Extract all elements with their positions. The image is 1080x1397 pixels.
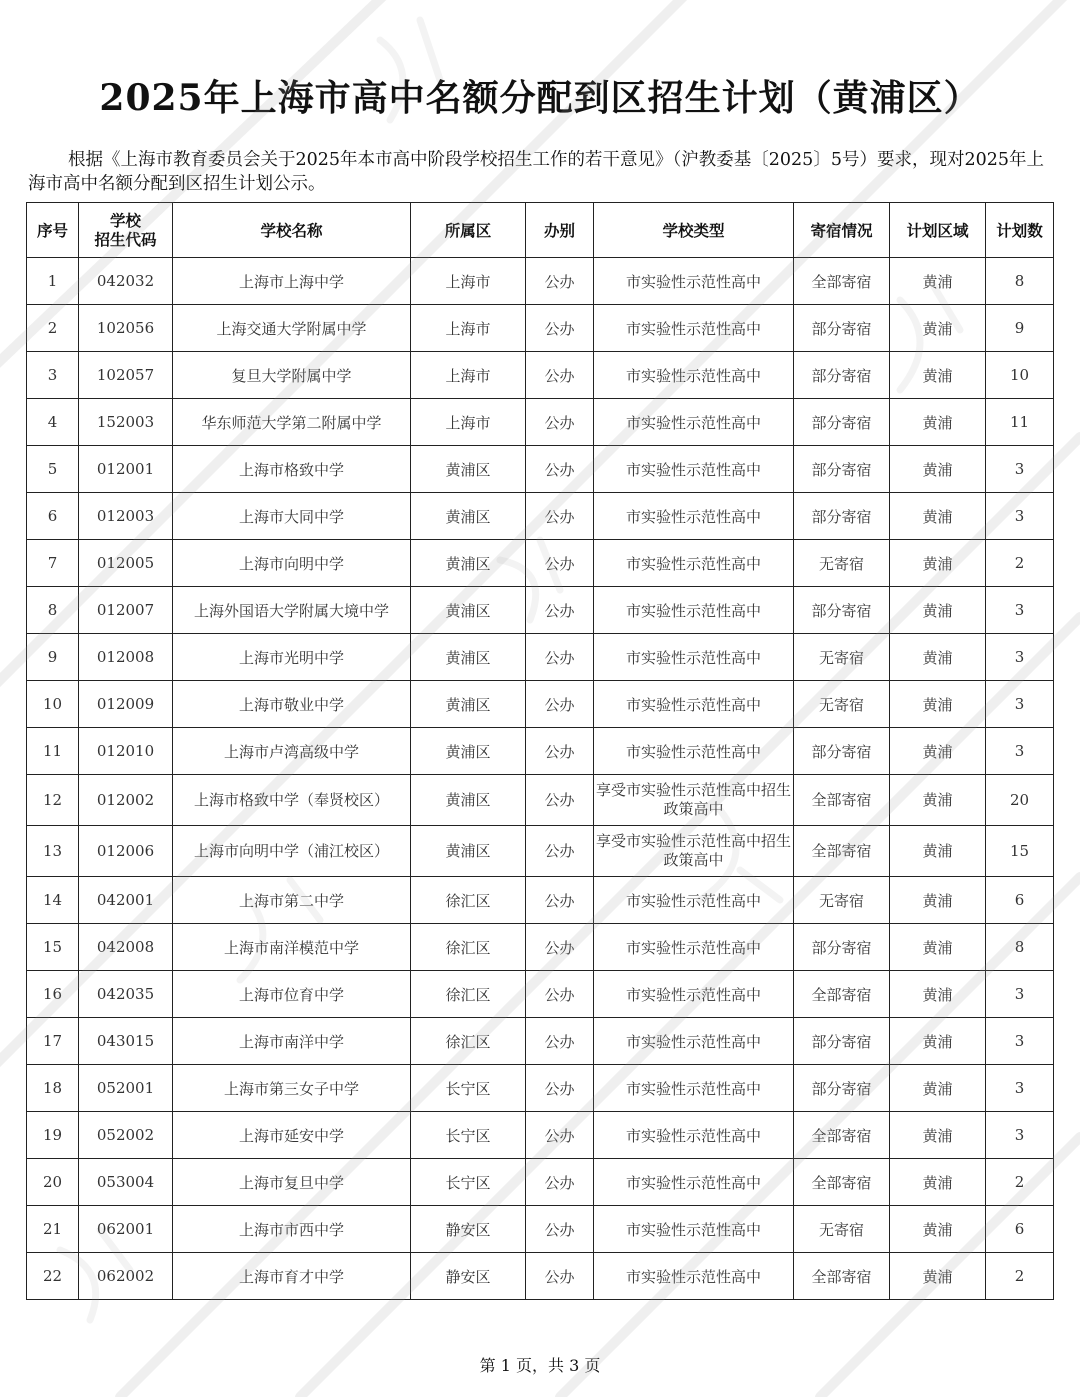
cell-ownership: 公办 xyxy=(526,924,594,971)
cell-ownership: 公办 xyxy=(526,352,594,399)
cell-code: 012009 xyxy=(79,681,173,728)
header-code-line2: 招生代码 xyxy=(94,230,157,249)
cell-name: 复旦大学附属中学 xyxy=(173,352,411,399)
cell-ownership: 公办 xyxy=(526,493,594,540)
cell-name: 上海市向明中学 xyxy=(173,540,411,587)
cell-type: 享受市实验性示范性高中招生政策高中 xyxy=(594,775,794,826)
cell-count: 8 xyxy=(986,924,1054,971)
cell-district: 徐汇区 xyxy=(411,1018,526,1065)
cell-count: 3 xyxy=(986,1112,1054,1159)
cell-name: 上海市格致中学 xyxy=(173,446,411,493)
cell-name: 上海市位育中学 xyxy=(173,971,411,1018)
cell-name: 上海市上海中学 xyxy=(173,258,411,305)
cell-type: 市实验性示范性高中 xyxy=(594,634,794,681)
cell-name: 上海市育才中学 xyxy=(173,1253,411,1300)
cell-name: 上海交通大学附属中学 xyxy=(173,305,411,352)
cell-seq: 1 xyxy=(27,258,79,305)
cell-type: 市实验性示范性高中 xyxy=(594,728,794,775)
table-row xyxy=(27,634,1054,681)
cell-area: 黄浦 xyxy=(890,1112,986,1159)
table-row xyxy=(27,924,1054,971)
cell-boarding: 部分寄宿 xyxy=(794,352,890,399)
cell-type: 市实验性示范性高中 xyxy=(594,1159,794,1206)
cell-boarding: 部分寄宿 xyxy=(794,399,890,446)
cell-seq: 22 xyxy=(27,1253,79,1300)
cell-area: 黄浦 xyxy=(890,1018,986,1065)
cell-area: 黄浦 xyxy=(890,258,986,305)
cell-boarding: 全部寄宿 xyxy=(794,1253,890,1300)
table-row xyxy=(27,587,1054,634)
cell-name: 上海市南洋模范中学 xyxy=(173,924,411,971)
cell-type: 市实验性示范性高中 xyxy=(594,1065,794,1112)
table-row xyxy=(27,728,1054,775)
cell-area: 黄浦 xyxy=(890,446,986,493)
cell-code: 062002 xyxy=(79,1253,173,1300)
cell-name: 上海外国语大学附属大境中学 xyxy=(173,587,411,634)
cell-boarding: 无寄宿 xyxy=(794,1206,890,1253)
cell-district: 上海市 xyxy=(411,305,526,352)
cell-type: 市实验性示范性高中 xyxy=(594,1018,794,1065)
cell-seq: 20 xyxy=(27,1159,79,1206)
table-body xyxy=(27,258,1054,1300)
cell-seq: 17 xyxy=(27,1018,79,1065)
cell-seq: 9 xyxy=(27,634,79,681)
table-row xyxy=(27,258,1054,305)
cell-seq: 8 xyxy=(27,587,79,634)
header-area: 计划区域 xyxy=(890,203,986,258)
cell-count: 2 xyxy=(986,540,1054,587)
header-ownership: 办别 xyxy=(526,203,594,258)
table-row xyxy=(27,1112,1054,1159)
cell-type: 市实验性示范性高中 xyxy=(594,352,794,399)
cell-code: 102057 xyxy=(79,352,173,399)
cell-type: 市实验性示范性高中 xyxy=(594,540,794,587)
table-row xyxy=(27,446,1054,493)
table-row xyxy=(27,540,1054,587)
cell-district: 黄浦区 xyxy=(411,446,526,493)
cell-boarding: 部分寄宿 xyxy=(794,728,890,775)
cell-area: 黄浦 xyxy=(890,1159,986,1206)
table-row xyxy=(27,1253,1054,1300)
cell-ownership: 公办 xyxy=(526,446,594,493)
cell-seq: 4 xyxy=(27,399,79,446)
cell-count: 9 xyxy=(986,305,1054,352)
table-row xyxy=(27,399,1054,446)
cell-boarding: 无寄宿 xyxy=(794,540,890,587)
cell-code: 012007 xyxy=(79,587,173,634)
table-row xyxy=(27,1018,1054,1065)
cell-boarding: 部分寄宿 xyxy=(794,446,890,493)
cell-district: 黄浦区 xyxy=(411,540,526,587)
cell-seq: 14 xyxy=(27,877,79,924)
page-footer: 第 1 页，共 3 页 xyxy=(479,1356,601,1375)
cell-boarding: 部分寄宿 xyxy=(794,1018,890,1065)
enrollment-plan-table xyxy=(26,202,1054,1300)
cell-code: 012003 xyxy=(79,493,173,540)
table-row xyxy=(27,493,1054,540)
cell-district: 黄浦区 xyxy=(411,826,526,877)
cell-district: 黄浦区 xyxy=(411,775,526,826)
cell-ownership: 公办 xyxy=(526,1206,594,1253)
cell-code: 012005 xyxy=(79,540,173,587)
cell-count: 11 xyxy=(986,399,1054,446)
cell-count: 10 xyxy=(986,352,1054,399)
cell-type: 市实验性示范性高中 xyxy=(594,305,794,352)
cell-ownership: 公办 xyxy=(526,1065,594,1112)
cell-name: 华东师范大学第二附属中学 xyxy=(173,399,411,446)
cell-seq: 21 xyxy=(27,1206,79,1253)
cell-name: 上海市南洋中学 xyxy=(173,1018,411,1065)
cell-seq: 16 xyxy=(27,971,79,1018)
cell-type: 市实验性示范性高中 xyxy=(594,1206,794,1253)
cell-boarding: 全部寄宿 xyxy=(794,258,890,305)
cell-district: 上海市 xyxy=(411,352,526,399)
cell-ownership: 公办 xyxy=(526,634,594,681)
cell-district: 静安区 xyxy=(411,1206,526,1253)
cell-code: 042001 xyxy=(79,877,173,924)
table-row xyxy=(27,305,1054,352)
cell-ownership: 公办 xyxy=(526,1018,594,1065)
cell-count: 6 xyxy=(986,877,1054,924)
cell-ownership: 公办 xyxy=(526,305,594,352)
cell-area: 黄浦 xyxy=(890,1253,986,1300)
cell-name: 上海市大同中学 xyxy=(173,493,411,540)
header-code xyxy=(79,203,173,258)
table-row xyxy=(27,775,1054,826)
cell-district: 长宁区 xyxy=(411,1065,526,1112)
cell-boarding: 部分寄宿 xyxy=(794,1065,890,1112)
cell-district: 长宁区 xyxy=(411,1159,526,1206)
cell-count: 3 xyxy=(986,1065,1054,1112)
cell-count: 8 xyxy=(986,258,1054,305)
cell-code: 043015 xyxy=(79,1018,173,1065)
cell-code: 012001 xyxy=(79,446,173,493)
cell-code: 102056 xyxy=(79,305,173,352)
cell-code: 012008 xyxy=(79,634,173,681)
cell-boarding: 无寄宿 xyxy=(794,634,890,681)
cell-ownership: 公办 xyxy=(526,1253,594,1300)
cell-count: 3 xyxy=(986,1018,1054,1065)
cell-boarding: 全部寄宿 xyxy=(794,826,890,877)
cell-seq: 2 xyxy=(27,305,79,352)
cell-seq: 18 xyxy=(27,1065,79,1112)
cell-count: 3 xyxy=(986,971,1054,1018)
cell-type: 市实验性示范性高中 xyxy=(594,971,794,1018)
cell-code: 042032 xyxy=(79,258,173,305)
cell-seq: 11 xyxy=(27,728,79,775)
cell-code: 053004 xyxy=(79,1159,173,1206)
header-district: 所属区 xyxy=(411,203,526,258)
cell-count: 3 xyxy=(986,446,1054,493)
cell-name: 上海市向明中学（浦江校区） xyxy=(173,826,411,877)
cell-district: 黄浦区 xyxy=(411,634,526,681)
header-code-line1: 学校 xyxy=(109,211,141,230)
table-row xyxy=(27,1159,1054,1206)
table-row xyxy=(27,1206,1054,1253)
cell-type: 市实验性示范性高中 xyxy=(594,1112,794,1159)
cell-area: 黄浦 xyxy=(890,826,986,877)
cell-count: 3 xyxy=(986,587,1054,634)
cell-ownership: 公办 xyxy=(526,258,594,305)
cell-boarding: 部分寄宿 xyxy=(794,493,890,540)
cell-type: 市实验性示范性高中 xyxy=(594,877,794,924)
cell-name: 上海市敬业中学 xyxy=(173,681,411,728)
cell-boarding: 全部寄宿 xyxy=(794,971,890,1018)
cell-area: 黄浦 xyxy=(890,728,986,775)
cell-district: 上海市 xyxy=(411,258,526,305)
cell-name: 上海市市西中学 xyxy=(173,1206,411,1253)
table-row xyxy=(27,971,1054,1018)
cell-type: 市实验性示范性高中 xyxy=(594,1253,794,1300)
cell-district: 上海市 xyxy=(411,399,526,446)
header-name: 学校名称 xyxy=(173,203,411,258)
cell-boarding: 部分寄宿 xyxy=(794,924,890,971)
header-boarding: 寄宿情况 xyxy=(794,203,890,258)
cell-district: 黄浦区 xyxy=(411,728,526,775)
cell-boarding: 部分寄宿 xyxy=(794,587,890,634)
cell-area: 黄浦 xyxy=(890,877,986,924)
table-row xyxy=(27,681,1054,728)
cell-district: 黄浦区 xyxy=(411,681,526,728)
cell-district: 黄浦区 xyxy=(411,587,526,634)
cell-count: 2 xyxy=(986,1159,1054,1206)
cell-ownership: 公办 xyxy=(526,1112,594,1159)
cell-ownership: 公办 xyxy=(526,399,594,446)
header-type: 学校类型 xyxy=(594,203,794,258)
cell-area: 黄浦 xyxy=(890,971,986,1018)
table-row xyxy=(27,1065,1054,1112)
cell-district: 黄浦区 xyxy=(411,493,526,540)
cell-boarding: 全部寄宿 xyxy=(794,775,890,826)
cell-area: 黄浦 xyxy=(890,305,986,352)
cell-count: 3 xyxy=(986,634,1054,681)
cell-ownership: 公办 xyxy=(526,587,594,634)
cell-area: 黄浦 xyxy=(890,540,986,587)
cell-ownership: 公办 xyxy=(526,728,594,775)
cell-area: 黄浦 xyxy=(890,634,986,681)
cell-ownership: 公办 xyxy=(526,775,594,826)
cell-count: 2 xyxy=(986,1253,1054,1300)
cell-type: 市实验性示范性高中 xyxy=(594,493,794,540)
cell-type: 市实验性示范性高中 xyxy=(594,681,794,728)
cell-count: 3 xyxy=(986,493,1054,540)
cell-area: 黄浦 xyxy=(890,681,986,728)
cell-boarding: 部分寄宿 xyxy=(794,305,890,352)
cell-name: 上海市复旦中学 xyxy=(173,1159,411,1206)
cell-ownership: 公办 xyxy=(526,826,594,877)
document-title: 2025年上海市高中名额分配到区招生计划（黄浦区） xyxy=(99,77,981,119)
cell-district: 徐汇区 xyxy=(411,924,526,971)
cell-district: 徐汇区 xyxy=(411,971,526,1018)
cell-name: 上海市光明中学 xyxy=(173,634,411,681)
cell-area: 黄浦 xyxy=(890,1065,986,1112)
cell-count: 3 xyxy=(986,728,1054,775)
cell-seq: 7 xyxy=(27,540,79,587)
cell-type: 市实验性示范性高中 xyxy=(594,258,794,305)
table-row xyxy=(27,826,1054,877)
header-count: 计划数 xyxy=(986,203,1054,258)
cell-code: 062001 xyxy=(79,1206,173,1253)
cell-type: 享受市实验性示范性高中招生政策高中 xyxy=(594,826,794,877)
cell-ownership: 公办 xyxy=(526,971,594,1018)
cell-type: 市实验性示范性高中 xyxy=(594,587,794,634)
cell-code: 042035 xyxy=(79,971,173,1018)
cell-code: 012002 xyxy=(79,775,173,826)
table-row xyxy=(27,877,1054,924)
cell-seq: 10 xyxy=(27,681,79,728)
cell-code: 012010 xyxy=(79,728,173,775)
cell-boarding: 无寄宿 xyxy=(794,681,890,728)
cell-code: 152003 xyxy=(79,399,173,446)
cell-area: 黄浦 xyxy=(890,352,986,399)
cell-seq: 15 xyxy=(27,924,79,971)
cell-name: 上海市延安中学 xyxy=(173,1112,411,1159)
cell-ownership: 公办 xyxy=(526,681,594,728)
cell-area: 黄浦 xyxy=(890,399,986,446)
table-header-row xyxy=(27,203,1054,258)
cell-boarding: 全部寄宿 xyxy=(794,1159,890,1206)
intro-paragraph: 根据《上海市教育委员会关于2025年本市高中阶段学校招生工作的若干意见》（沪教委基〔2025〕5号）要求，现对2025年上海市高中名额分配到区招生计划公示。 xyxy=(28,150,1044,194)
cell-name: 上海市第三女子中学 xyxy=(173,1065,411,1112)
cell-area: 黄浦 xyxy=(890,775,986,826)
cell-ownership: 公办 xyxy=(526,1159,594,1206)
cell-count: 20 xyxy=(986,775,1054,826)
cell-district: 长宁区 xyxy=(411,1112,526,1159)
cell-seq: 6 xyxy=(27,493,79,540)
header-seq: 序号 xyxy=(27,203,79,258)
cell-type: 市实验性示范性高中 xyxy=(594,446,794,493)
cell-count: 15 xyxy=(986,826,1054,877)
cell-seq: 5 xyxy=(27,446,79,493)
cell-district: 徐汇区 xyxy=(411,877,526,924)
cell-seq: 19 xyxy=(27,1112,79,1159)
cell-area: 黄浦 xyxy=(890,1206,986,1253)
table-row xyxy=(27,352,1054,399)
cell-ownership: 公办 xyxy=(526,877,594,924)
cell-area: 黄浦 xyxy=(890,493,986,540)
cell-code: 042008 xyxy=(79,924,173,971)
cell-ownership: 公办 xyxy=(526,540,594,587)
cell-type: 市实验性示范性高中 xyxy=(594,399,794,446)
cell-area: 黄浦 xyxy=(890,587,986,634)
cell-boarding: 全部寄宿 xyxy=(794,1112,890,1159)
cell-area: 黄浦 xyxy=(890,924,986,971)
cell-seq: 12 xyxy=(27,775,79,826)
cell-count: 6 xyxy=(986,1206,1054,1253)
cell-district: 静安区 xyxy=(411,1253,526,1300)
cell-boarding: 无寄宿 xyxy=(794,877,890,924)
cell-code: 012006 xyxy=(79,826,173,877)
cell-code: 052002 xyxy=(79,1112,173,1159)
cell-name: 上海市卢湾高级中学 xyxy=(173,728,411,775)
cell-count: 3 xyxy=(986,681,1054,728)
cell-name: 上海市格致中学（奉贤校区） xyxy=(173,775,411,826)
cell-name: 上海市第二中学 xyxy=(173,877,411,924)
cell-type: 市实验性示范性高中 xyxy=(594,924,794,971)
cell-seq: 3 xyxy=(27,352,79,399)
cell-code: 052001 xyxy=(79,1065,173,1112)
cell-seq: 13 xyxy=(27,826,79,877)
